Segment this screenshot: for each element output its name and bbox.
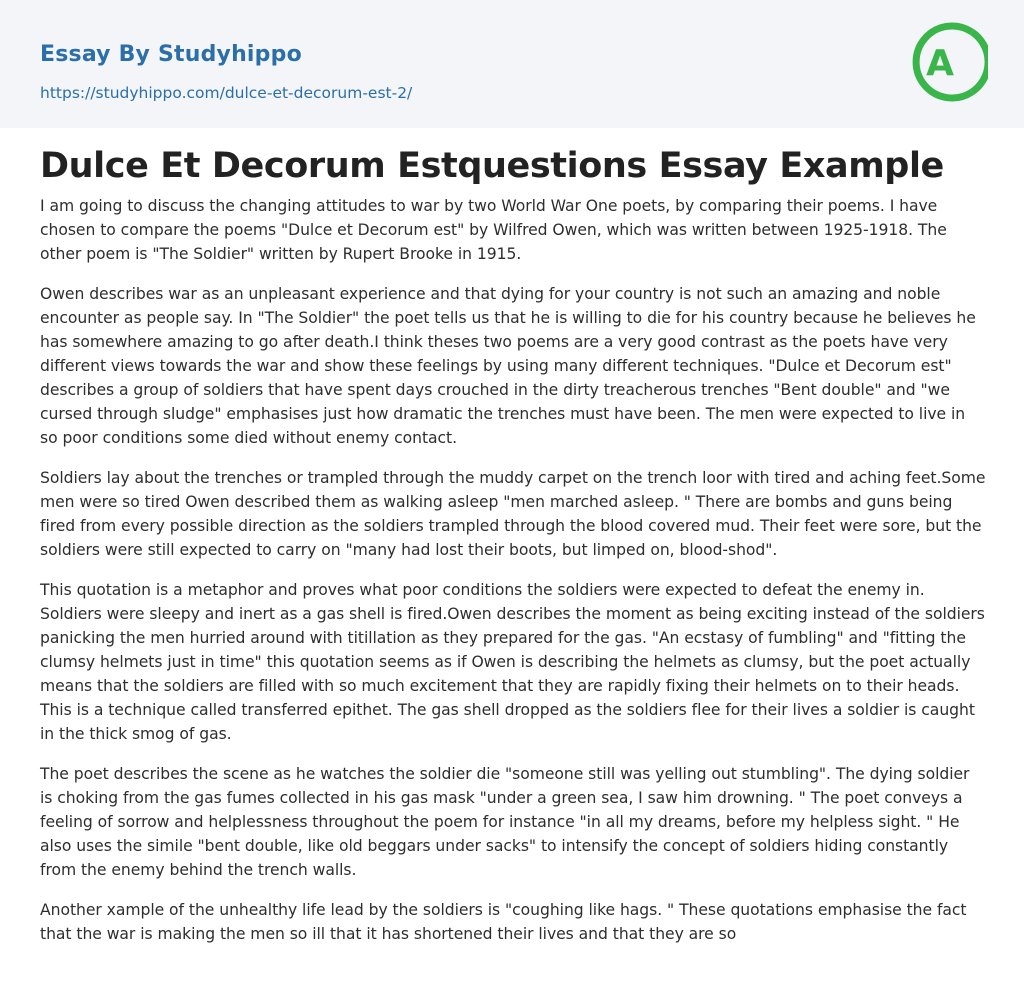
essay-paragraph: Soldiers lay about the trenches or trampled through the muddy carpet on the trench loor with tired and aching feet.Some men were so tired Owen described them as walking asleep "men marched asleep. " There are bombs and guns being fired from every possible direction as the soldiers trampled through the blood covered mud. Their feet were sore, but the soldiers were still expected to carry on "many had lost their boots, but limped on, blood-shod".	[40, 469, 986, 559]
site-brand[interactable]: Essay By Studyhippo	[40, 42, 302, 67]
logo-letter: A	[926, 43, 954, 84]
essay-paragraph: This quotation is a metaphor and proves what poor conditions the soldiers were expected to defeat the enemy in. Soldiers were sleepy and inert as a gas shell is fired.Owen describes the moment as being exciting instead of the soldiers panicking the men hurried around with titillation as they prepared for the gas. "An ecstasy of fumbling" and "fitting the clumsy helmets just in time" this quotation seems as if Owen is describing the helmets as clumsy, but the poet actually means that the soldiers are filled with so much excitement that they are rapidly fixing their helmets on to their heads. This is a technique called transferred epithet. The gas shell dropped as the soldiers flee for their lives a soldier is caught in the thick smog of gas.	[40, 581, 985, 743]
essay-title: Dulce Et Decorum Estquestions Essay Example	[40, 146, 944, 186]
essay-paragraph: The poet describes the scene as he watches the soldier die "someone still was yelling out stumbling". The dying soldier is choking from the gas fumes collected in his gas mask "under a green sea, I saw him drowning. " The poet conveys a feeling of sorrow and helplessness throughout the poem for instance "in all my dreams, before my helpless sight. " He also uses the simile "bent double, like old beggars under sacks" to intensify the concept of soldiers hiding constantly from the enemy behind the trench walls.	[40, 765, 970, 879]
essay-paragraph: I am going to discuss the changing attitudes to war by two World War One poets, by comparing their poems. I have chosen to compare the poems "Dulce et Decorum est" by Wilfred Owen, which was written between 1925-1918. The other poem is "The Soldier" written by Rupert Brooke in 1915.	[40, 197, 947, 263]
page-url-link[interactable]: https://studyhippo.com/dulce-et-decorum-est-2/	[40, 84, 413, 102]
essay-body	[40, 194, 986, 962]
studyhippo-logo-icon[interactable]	[910, 18, 988, 106]
site-header	[0, 0, 1024, 128]
essay-paragraph: Owen describes war as an unpleasant experience and that dying for your country is not such an amazing and noble encounter as people say. In "The Soldier" the poet tells us that he is willing to die for his country because he believes he has somewhere amazing to go after death.I think theses two poems are a very good contrast as the poets have very different views towards the war and show these feelings by using many different techniques. "Dulce et Decorum est" describes a group of soldiers that have spent days crouched in the dirty treacherous trenches "Bent double" and "we cursed through sludge" emphasises just how dramatic the trenches must have been. The men were expected to live in so poor conditions some died without enemy contact.	[40, 285, 976, 447]
essay-paragraph: Another xample of the unhealthy life lead by the soldiers is "coughing like hags. " These quotations emphasise the fact that the war is making the men so ill that it has shortened their lives and that they are so	[40, 901, 967, 943]
